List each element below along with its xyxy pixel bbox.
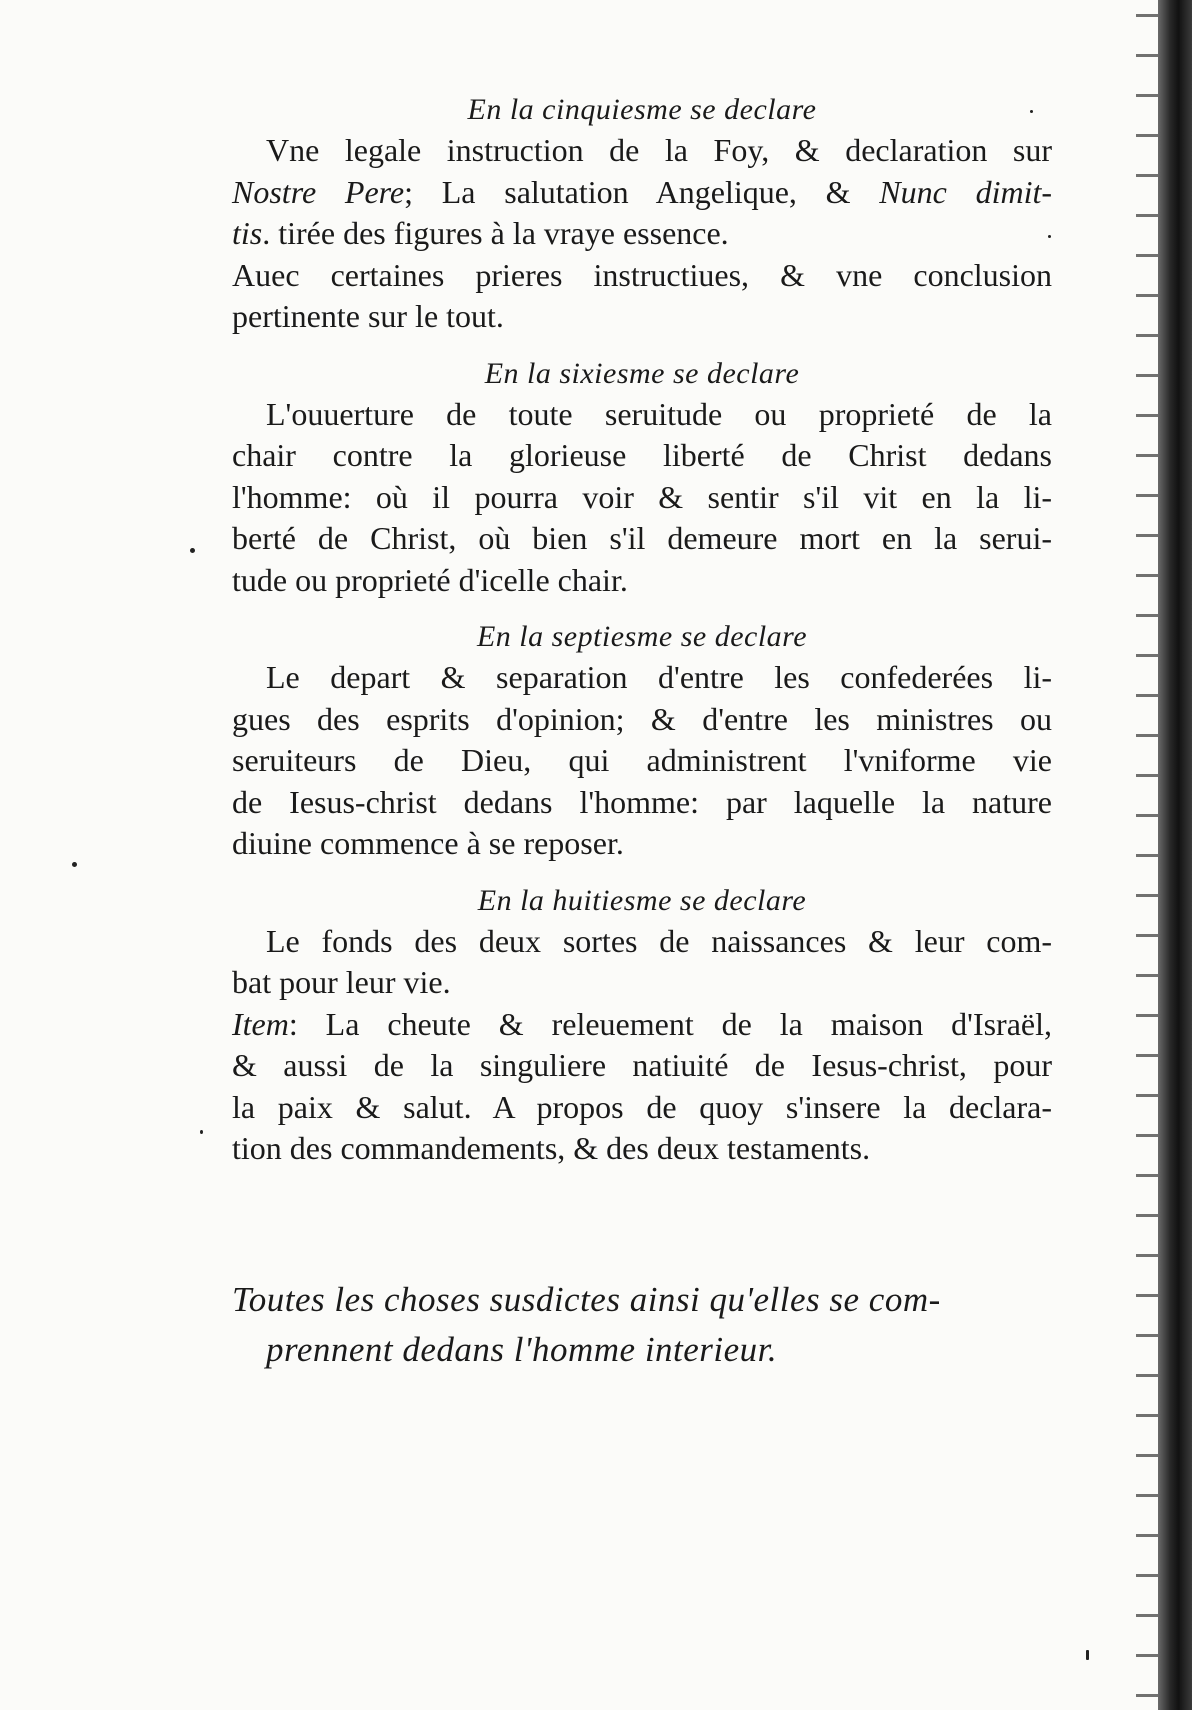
section-septiesme	[232, 617, 1052, 865]
text-fragment-italic: tis	[232, 215, 263, 251]
text-line: berté de Christ, où bien s'il demeure mort en la serui-	[232, 520, 1052, 556]
text-line	[232, 213, 1052, 255]
scan-speck	[200, 1130, 203, 1134]
text-line	[232, 1004, 1052, 1046]
text-line: seruiteurs de Dieu, qui administrent l'vniforme vie	[232, 742, 1052, 778]
section-body	[232, 657, 1052, 865]
section-heading: En la sixiesme se declare	[484, 356, 800, 390]
text-line: Auec certaines prieres instructiues, & vne conclusion	[232, 256, 1052, 293]
text-line: l'homme: où il pourra voir & sentir s'il vit en la li-	[232, 478, 1052, 515]
text-line	[232, 172, 1052, 214]
text-fragment-italic: Nostre Pere	[232, 173, 405, 210]
text-line: Le depart & separation d'entre les confederées li-	[266, 659, 1052, 695]
text-line: de Iesus-christ dedans l'homme: par laquelle la nature	[232, 783, 1052, 820]
text-fragment: . tirée des figures à la vraye essence.	[262, 215, 729, 251]
section-body	[232, 130, 1052, 338]
text-fragment: : La cheute & releuement de la maison d'Israël,	[288, 1005, 1052, 1042]
scan-speck	[1048, 235, 1051, 238]
text-line: pertinente sur le tout.	[232, 298, 504, 334]
text-fragment: ; La salutation Angelique, &	[404, 173, 880, 210]
section-heading: En la huitiesme se declare	[477, 883, 807, 917]
section-heading: En la cinquiesme se declare	[467, 93, 817, 126]
text-line: tude ou proprieté d'icelle chair.	[232, 561, 628, 598]
text-line: diuine commence à se reposer.	[232, 825, 624, 861]
section-body	[232, 921, 1052, 1170]
closing-line: Toutes les choses susdictes ainsi qu'elles se com-	[232, 1280, 941, 1319]
closing-line: prennent dedans l'homme interieur.	[266, 1330, 778, 1369]
text-line: Vne legale instruction de la Foy, & declaration sur	[266, 132, 1052, 168]
section-heading: En la septiesme se declare	[476, 620, 808, 653]
text-fragment-italic: Item	[232, 1005, 289, 1042]
text-line: chair contre la glorieuse liberté de Christ dedans	[232, 437, 1052, 473]
text-line: bat pour leur vie.	[232, 964, 451, 1000]
closing-statement	[232, 1275, 1052, 1375]
text-line: & aussi de la singuliere natiuité de Iesus-christ, pour	[232, 1047, 1052, 1083]
section-cinquiesme	[232, 90, 1052, 338]
text-fragment-italic: Nunc dimit-	[879, 173, 1053, 210]
text-line: tion des commandements, & des deux testaments.	[232, 1130, 871, 1166]
section-huitiesme	[232, 881, 1052, 1170]
text-column	[232, 90, 1052, 1186]
scan-speck	[1086, 1650, 1089, 1660]
scan-speck	[72, 862, 77, 867]
section-body	[232, 394, 1052, 602]
section-sixiesme	[232, 354, 1052, 602]
text-line: Le fonds des deux sortes de naissances & leur com-	[266, 922, 1052, 959]
text-line: gues des esprits d'opinion; & d'entre les ministres ou	[232, 700, 1052, 737]
scan-speck	[1030, 110, 1033, 113]
text-line: L'ouuerture de toute seruitude ou proprieté de la	[266, 395, 1052, 432]
text-line: la paix & salut. A propos de quoy s'insere la declara-	[232, 1088, 1052, 1125]
binding-edge	[1158, 0, 1192, 1710]
scan-speck	[190, 548, 195, 553]
